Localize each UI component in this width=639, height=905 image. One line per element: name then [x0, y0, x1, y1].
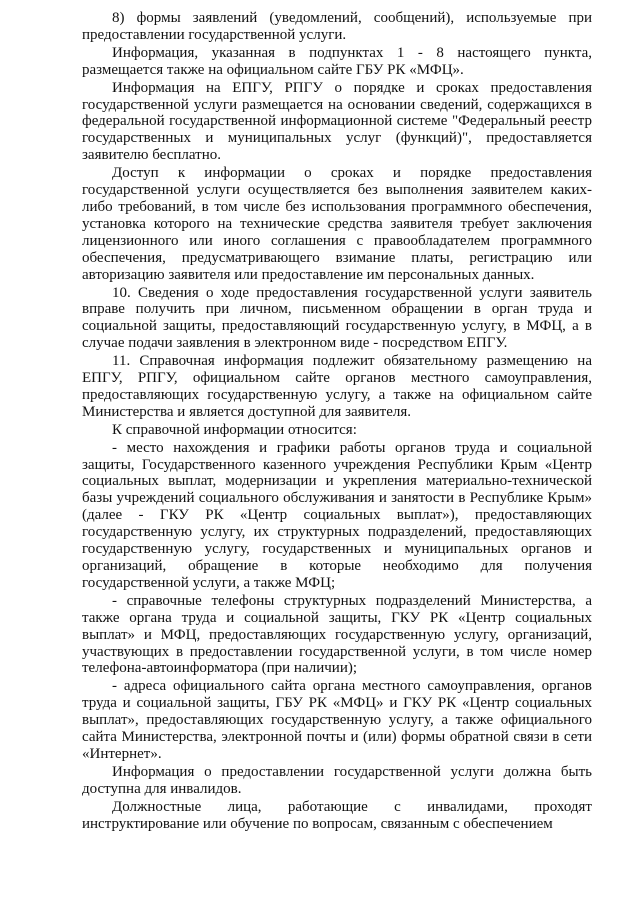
- paragraph-reference-intro: К справочной информации относится:: [112, 421, 357, 438]
- paragraph-11-reference: 11. Справочная информация подлежит обязательному размещению на ЕПГУ, РПГУ, официальном сайте органов местного самоуправления, предоставляющих государственную услугу, а также на официальном сайте Министерства и является доступной для заявителя.: [82, 353, 592, 420]
- paragraph-accessibility: Информация о предоставлении государственной услуги должна быть доступна для инвалидов.: [82, 763, 592, 797]
- paragraph-10-progress: 10. Сведения о ходе предоставления государственной услуги заявитель вправе получить при личном, письменном обращении в орган труда и социальной защиты, предоставляющий государственную услугу, в МФЦ, а в случае подачи заявления в электронном виде - посредством ЕПГУ.: [82, 284, 592, 352]
- paragraph-bullet-locations: - место нахождения и графики работы органов труда и социальной защиты, Государственного казенного учреждения Республики Крым «Центр социальных выплат, модернизации и укрепления материально-технической базы учреждений социального обслуживания и занятости в Республике Крым» (далее - ГКУ РК «Центр социальных выплат»), предоставляющих государственную услугу, их структурных подразделений, предоставляющих государственную услугу, государственных и муниципальных органов и организаций, обращение в которые необходимо для получения государственной услуги, а также МФЦ;: [82, 439, 592, 591]
- paragraph-bullet-addresses: - адреса официального сайта органа местного самоуправления, органов труда и социальной защиты, ГБУ РК «МФЦ» и ГКУ РК «Центр социальных выплат», предоставляющих государственную услугу, а также официального сайта Министерства, электронной почты и (или) формы обратной связи в сети «Интернет».: [82, 678, 592, 762]
- paragraph-access: Доступ к информации о сроках и порядке предоставления государственной услуги осуществляется без выполнения заявителем каких-либо требований, в том числе без использования программного обеспечения, установка которого на технические средства заявителя требует заключения лицензионного или иного соглашения с правообладателем программного обеспечения, предусматривающего взимание платы, регистрацию или авторизацию заявителя или предоставление им персональных данных.: [82, 165, 592, 283]
- paragraph-info-mfc-site: Информация, указанная в подпунктах 1 - 8 настоящего пункта, размещается также на официальном сайте ГБУ РК «МФЦ».: [82, 44, 592, 78]
- paragraph-info-epgu: Информация на ЕПГУ, РПГУ о порядке и сроках предоставления государственной услуги размещается на основании сведений, содержащихся в федеральной государственной информационной системе "Федеральный реестр государственных и муниципальных услуг (функций)", предоставляется заявителю бесплатно.: [82, 79, 592, 164]
- paragraph-item-8-forms: 8) формы заявлений (уведомлений, сообщений), используемые при предоставлении государственной услуги.: [82, 10, 592, 43]
- paragraph-officials: Должностные лица, работающие с инвалидами, проходят инструктирование или обучение по вопросам, связанным с обеспечением: [82, 798, 592, 832]
- paragraph-bullet-phones: - справочные телефоны структурных подразделений Министерства, а также органа труда и социальной защиты, ГКУ РК «Центр социальных выплат» и МФЦ, предоставляющих государственную услугу, организаций, участвующих в предоставлении государственной услуги, в том числе номер телефона-автоинформатора (при наличии);: [82, 592, 592, 677]
- document-page: [82, 10, 592, 833]
